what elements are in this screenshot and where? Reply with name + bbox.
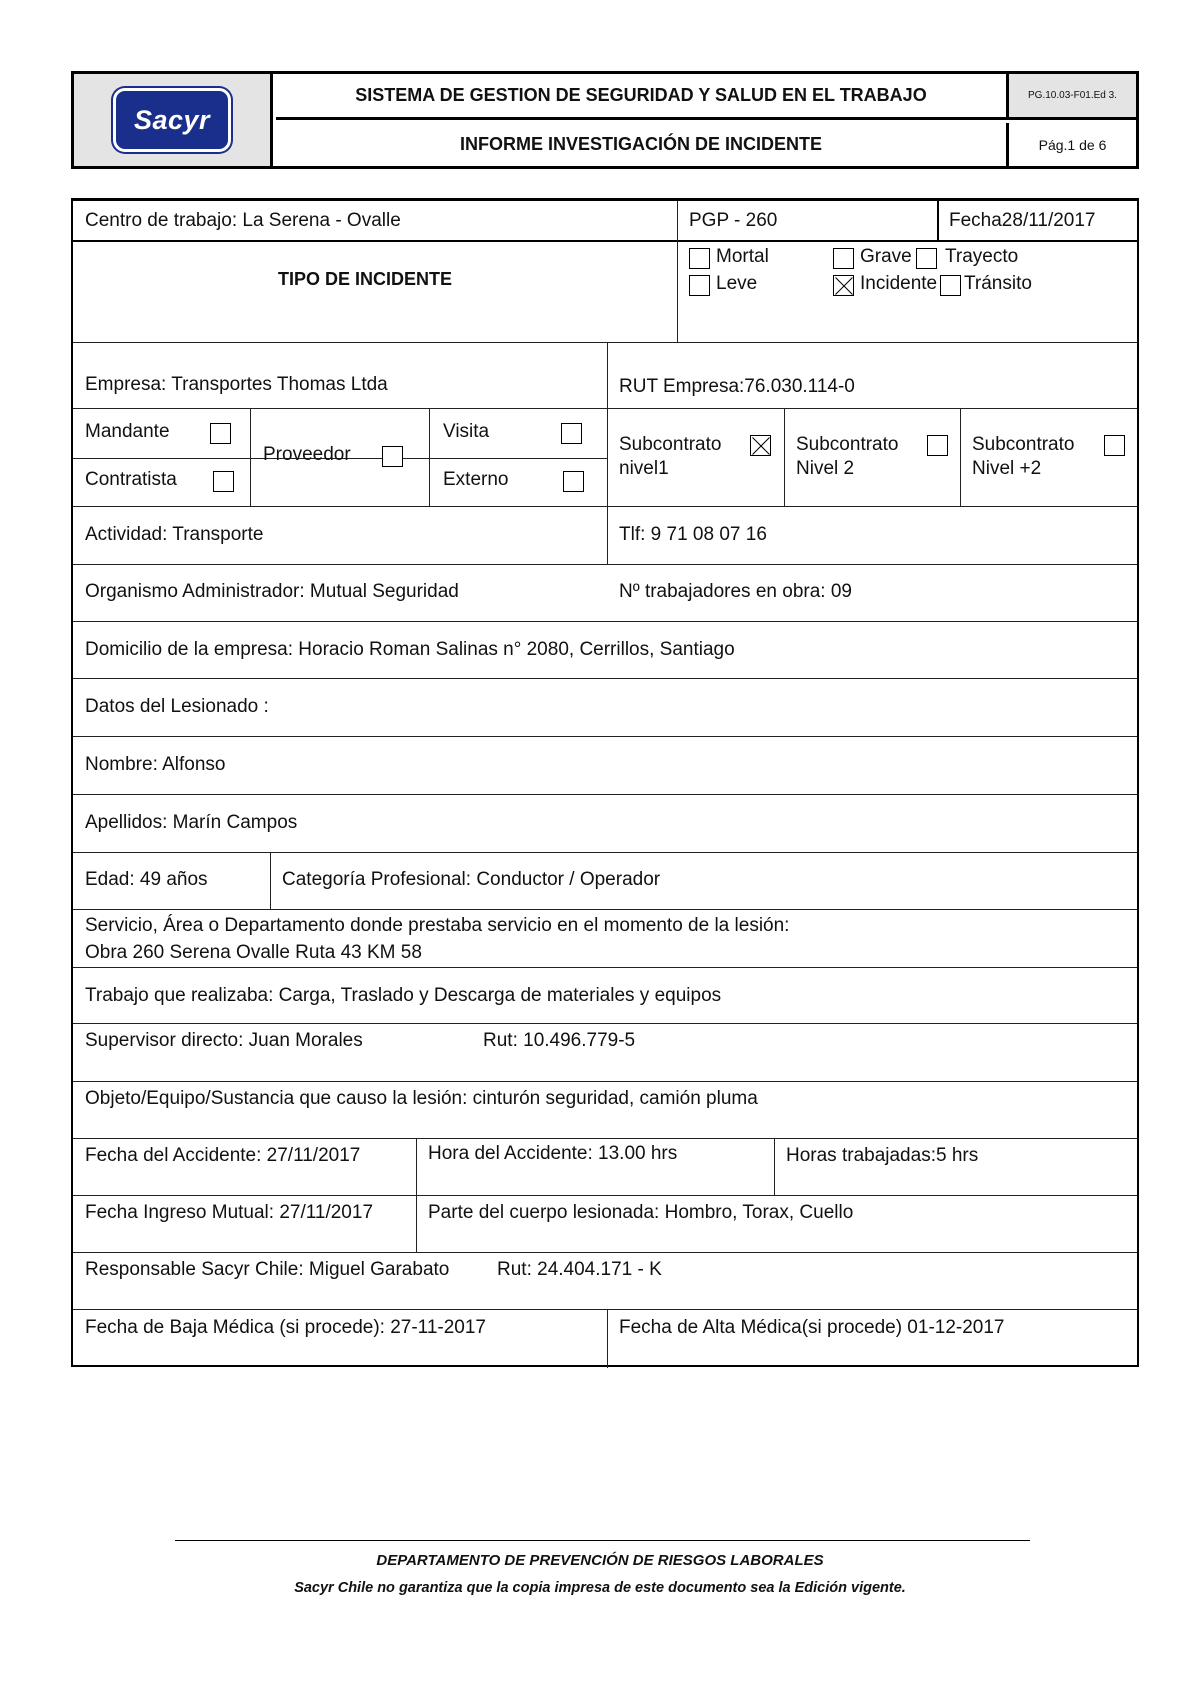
subcontrato1-line1: Subcontrato [619, 434, 722, 455]
row-divider [73, 852, 1137, 853]
row-divider [431, 458, 607, 459]
transito-checkbox[interactable] [940, 275, 961, 296]
objeto: Objeto/Equipo/Sustancia que causo la lesión: cinturón seguridad, camión pluma [85, 1088, 758, 1109]
edad: Edad: 49 años [85, 869, 208, 890]
row-divider [73, 1252, 1137, 1253]
fecha-accidente: Fecha del Accidente: 27/11/2017 [85, 1145, 361, 1166]
incident-form [71, 198, 1139, 1367]
externo-label: Externo [443, 469, 509, 490]
fecha-alta: Fecha de Alta Médica(si procede) 01-12-2017 [619, 1317, 1005, 1338]
subcontrato2-line1: Subcontrato [796, 434, 899, 455]
rut-empresa: RUT Empresa:76.030.114-0 [619, 376, 855, 397]
footer-disclaimer: Sacyr Chile no garantiza que la copia impresa de este documento sea la Edición vigente. [294, 1580, 906, 1596]
parte-cuerpo: Parte del cuerpo lesionada: Hombro, Torax, Cuello [428, 1202, 854, 1223]
proveedor-checkbox[interactable] [382, 446, 403, 467]
incidente-label: Incidente [860, 273, 938, 294]
mandante-checkbox[interactable] [210, 423, 231, 444]
incidente-checkbox-checked[interactable] [833, 275, 854, 296]
col-divider [677, 201, 678, 342]
responsable: Responsable Sacyr Chile: Miguel Garabato [85, 1259, 450, 1280]
subcontrato2-checkbox[interactable] [927, 435, 948, 456]
sacyr-logo [113, 88, 231, 152]
row-divider [73, 342, 1137, 343]
col-divider [774, 1138, 775, 1195]
col-divider [607, 342, 608, 564]
fecha-baja: Fecha de Baja Médica (si procede): 27-11-2017 [85, 1317, 486, 1338]
grave-label: Grave [860, 246, 912, 267]
row-divider [73, 564, 1137, 565]
telefono: Tlf: 9 71 08 07 16 [619, 524, 767, 545]
empresa: Empresa: Transportes Thomas Ltda [85, 374, 388, 395]
servicio-line1: Servicio, Área o Departamento donde prestaba servicio en el momento de la lesión: [85, 915, 790, 936]
servicio-line2: Obra 260 Serena Ovalle Ruta 43 KM 58 [85, 942, 422, 963]
subcontrato3-line1: Subcontrato [972, 434, 1075, 455]
datos-lesionado: Datos del Lesionado : [85, 696, 269, 717]
trayecto-label: Trayecto [945, 246, 1019, 267]
col-divider [784, 408, 785, 506]
responsable-rut: Rut: 24.404.171 - K [497, 1259, 662, 1280]
grave-checkbox[interactable] [833, 248, 854, 269]
visita-label: Visita [443, 421, 490, 442]
row-divider [73, 909, 1137, 910]
col-divider [937, 201, 939, 240]
hora-accidente: Hora del Accidente: 13.00 hrs [428, 1143, 678, 1164]
col-divider [250, 408, 251, 506]
contratista-checkbox[interactable] [213, 471, 234, 492]
document-header [71, 71, 1139, 169]
pgp-code: PGP - 260 [689, 210, 778, 231]
row-divider [73, 1081, 1137, 1082]
row-divider [73, 458, 431, 459]
row-divider [73, 408, 1137, 409]
subcontrato3-line2: Nivel +2 [972, 458, 1042, 479]
footer-department: DEPARTAMENTO DE PREVENCIÓN DE RIESGOS LABORALES [376, 1552, 824, 1569]
footer-rule [175, 1540, 1030, 1541]
trayecto-checkbox[interactable] [916, 248, 937, 269]
col-divider [416, 1138, 417, 1252]
subcontrato1-line2: nivel1 [619, 458, 669, 479]
row-divider [73, 967, 1137, 968]
trabajo: Trabajo que realizaba: Carga, Traslado y Descarga de materiales y equipos [85, 985, 722, 1006]
subcontrato3-checkbox[interactable] [1104, 435, 1125, 456]
fecha-ingreso: Fecha Ingreso Mutual: 27/11/2017 [85, 1202, 374, 1223]
mortal-label: Mortal [716, 246, 769, 267]
leve-checkbox[interactable] [689, 275, 710, 296]
apellidos: Apellidos: Marín Campos [85, 812, 298, 833]
contratista-label: Contratista [85, 469, 177, 490]
row-divider [73, 1195, 1137, 1196]
col-divider [960, 408, 961, 506]
row-divider [73, 678, 1137, 679]
row-divider [73, 736, 1137, 737]
externo-checkbox[interactable] [563, 471, 584, 492]
col-divider [607, 1309, 608, 1368]
row-divider [73, 621, 1137, 622]
row-divider [73, 240, 1137, 242]
domicilio: Domicilio de la empresa: Horacio Roman Salinas n° 2080, Cerrillos, Santiago [85, 639, 735, 660]
nombre: Nombre: Alfonso [85, 754, 226, 775]
logo-text: Sacyr [133, 104, 211, 135]
logo-cell [74, 74, 273, 166]
row-divider [73, 1138, 1137, 1139]
categoria: Categoría Profesional: Conductor / Operador [282, 869, 661, 890]
row-divider [73, 1023, 1137, 1024]
row-divider [73, 1309, 1137, 1310]
supervisor-rut: Rut: 10.496.779-5 [483, 1030, 636, 1051]
report-date: Fecha28/11/2017 [949, 210, 1096, 231]
proveedor-label: Proveedor [263, 444, 351, 465]
report-title: INFORME INVESTIGACIÓN DE INCIDENTE [459, 134, 823, 154]
col-divider [270, 852, 271, 909]
tipo-incidente-label: TIPO DE INCIDENTE [278, 269, 453, 289]
document-code: PG.10.03-F01.Ed 3. [1006, 74, 1136, 120]
visita-checkbox[interactable] [561, 423, 582, 444]
centro-trabajo: Centro de trabajo: La Serena - Ovalle [85, 210, 401, 231]
leve-label: Leve [716, 273, 758, 294]
organismo: Organismo Administrador: Mutual Seguridad [85, 581, 459, 602]
transito-label: Tránsito [964, 273, 1032, 294]
mortal-checkbox[interactable] [689, 248, 710, 269]
horas-trabajadas: Horas trabajadas:5 hrs [786, 1145, 979, 1166]
row-divider [73, 794, 1137, 795]
supervisor: Supervisor directo: Juan Morales [85, 1030, 363, 1051]
col-divider [429, 408, 430, 506]
row-divider [73, 506, 1137, 507]
actividad: Actividad: Transporte [85, 524, 264, 545]
subcontrato1-checkbox-checked[interactable] [750, 435, 771, 456]
mandante-label: Mandante [85, 421, 170, 442]
system-title: SISTEMA DE GESTION DE SEGURIDAD Y SALUD EN EL TRABAJO [276, 74, 1006, 120]
page-number: Pág.1 de 6 [1006, 123, 1136, 166]
trabajadores: Nº trabajadores en obra: 09 [619, 581, 852, 602]
subcontrato2-line2: Nivel 2 [796, 458, 855, 479]
